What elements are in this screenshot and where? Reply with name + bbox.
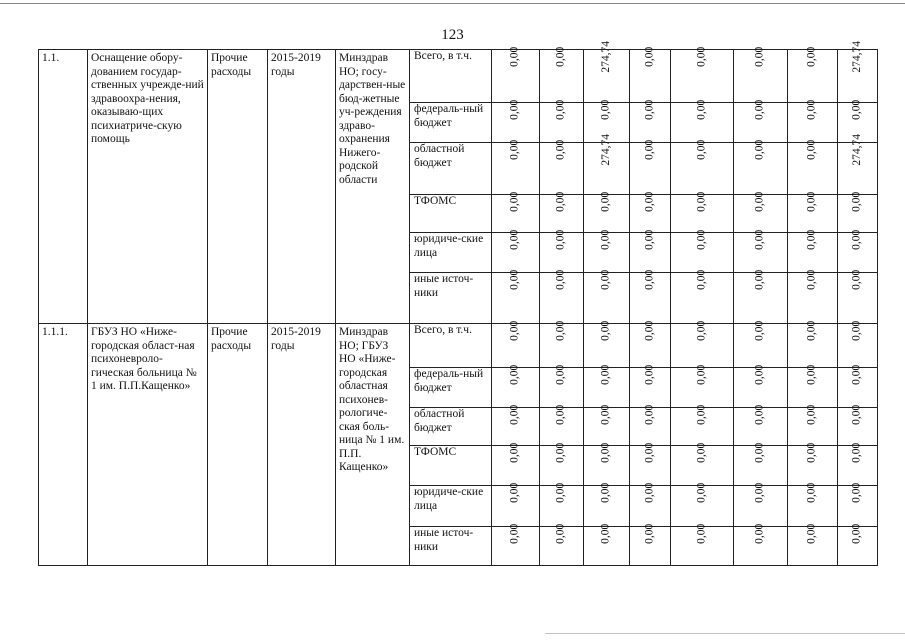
cell-value bbox=[734, 269, 788, 324]
value-text: 0,00 bbox=[599, 442, 612, 463]
cell-value bbox=[788, 320, 838, 368]
value-text: 0,00 bbox=[753, 523, 766, 544]
value-text: 0,00 bbox=[643, 139, 656, 160]
cell-value bbox=[492, 364, 540, 408]
cell-funding-source: ТФОМС bbox=[410, 446, 492, 486]
cell-value bbox=[540, 269, 584, 324]
cell-value bbox=[671, 99, 734, 143]
cell-value bbox=[671, 404, 734, 446]
cell-value bbox=[630, 523, 671, 566]
cell-value bbox=[671, 191, 734, 233]
cell-value bbox=[671, 364, 734, 408]
value-text: 0,00 bbox=[695, 404, 708, 425]
value-text: 0,00 bbox=[508, 364, 521, 385]
cell-value bbox=[584, 320, 630, 368]
value-text: 274,74 bbox=[599, 133, 612, 166]
value-text: 0,00 bbox=[805, 442, 818, 463]
cell-value bbox=[630, 99, 671, 143]
value-text: 0,00 bbox=[599, 269, 612, 290]
value-text: 274,74 bbox=[850, 133, 863, 166]
value-text: 0,00 bbox=[805, 139, 818, 160]
value-text: 0,00 bbox=[554, 99, 567, 120]
value-text: 0,00 bbox=[805, 482, 818, 503]
scan-border-bottom bbox=[545, 633, 905, 634]
value-text: 0,00 bbox=[695, 269, 708, 290]
value-text: 274,74 bbox=[599, 40, 612, 73]
value-text: 0,00 bbox=[805, 99, 818, 120]
value-text: 0,00 bbox=[850, 269, 863, 290]
cell-expense-type: Прочие расходы bbox=[208, 324, 268, 566]
value-text: 0,00 bbox=[599, 364, 612, 385]
cell-expense-type: Прочие расходы bbox=[208, 50, 268, 324]
cell-value bbox=[492, 99, 540, 143]
cell-value bbox=[492, 404, 540, 446]
value-text: 0,00 bbox=[805, 523, 818, 544]
value-text: 0,00 bbox=[805, 191, 818, 212]
cell-value bbox=[492, 482, 540, 527]
cell-value bbox=[838, 133, 878, 195]
cell-value bbox=[838, 229, 878, 273]
value-text: 0,00 bbox=[508, 320, 521, 341]
cell-num: 1.1. bbox=[39, 50, 88, 324]
cell-funding-source: иные источ-ники bbox=[410, 527, 492, 566]
cell-value bbox=[734, 99, 788, 143]
value-text: 0,00 bbox=[850, 191, 863, 212]
value-text: 274,74 bbox=[850, 40, 863, 73]
cell-value bbox=[492, 46, 540, 103]
cell-value bbox=[734, 523, 788, 566]
value-text: 0,00 bbox=[753, 191, 766, 212]
cell-value bbox=[788, 191, 838, 233]
cell-value bbox=[788, 139, 838, 195]
cell-funding-source: областной бюджет bbox=[410, 143, 492, 195]
cell-value bbox=[630, 482, 671, 527]
cell-value bbox=[671, 523, 734, 566]
cell-value bbox=[734, 191, 788, 233]
funding-table bbox=[38, 40, 878, 566]
cell-funding-source: иные источ-ники bbox=[410, 273, 492, 324]
value-text: 0,00 bbox=[554, 46, 567, 67]
cell-value bbox=[540, 364, 584, 408]
cell-value bbox=[671, 482, 734, 527]
cell-value bbox=[838, 364, 878, 408]
value-text: 0,00 bbox=[508, 269, 521, 290]
value-text: 0,00 bbox=[599, 99, 612, 120]
value-text: 0,00 bbox=[805, 229, 818, 250]
table-row bbox=[39, 324, 878, 368]
cell-value bbox=[838, 191, 878, 233]
value-text: 0,00 bbox=[643, 191, 656, 212]
cell-value bbox=[492, 320, 540, 368]
cell-value bbox=[671, 139, 734, 195]
cell-value bbox=[492, 139, 540, 195]
value-text: 0,00 bbox=[753, 364, 766, 385]
value-text: 0,00 bbox=[643, 482, 656, 503]
value-text: 0,00 bbox=[850, 229, 863, 250]
cell-name: Оснащение обору-дованием государ-ственных учрежде-ний здравоохра-нения, оказываю-щих психиатриче-скую помощь bbox=[88, 50, 208, 324]
cell-value bbox=[540, 482, 584, 527]
cell-name: ГБУЗ НО «Ниже-городская област-ная психоневроло-гическая больница № 1 им. П.П.Кащенко» bbox=[88, 324, 208, 566]
value-text: 0,00 bbox=[599, 404, 612, 425]
value-text: 0,00 bbox=[850, 364, 863, 385]
cell-value bbox=[788, 99, 838, 143]
cell-value bbox=[540, 99, 584, 143]
cell-value bbox=[734, 404, 788, 446]
cell-value bbox=[838, 404, 878, 446]
value-text: 0,00 bbox=[508, 404, 521, 425]
value-text: 0,00 bbox=[508, 482, 521, 503]
value-text: 0,00 bbox=[850, 482, 863, 503]
cell-value bbox=[584, 523, 630, 566]
value-text: 0,00 bbox=[643, 229, 656, 250]
cell-num: 1.1.1. bbox=[39, 324, 88, 566]
cell-value bbox=[734, 139, 788, 195]
cell-value bbox=[788, 523, 838, 566]
value-text: 0,00 bbox=[643, 46, 656, 67]
cell-value bbox=[584, 133, 630, 195]
cell-value bbox=[734, 364, 788, 408]
value-text: 0,00 bbox=[850, 442, 863, 463]
cell-value bbox=[788, 482, 838, 527]
value-text: 0,00 bbox=[554, 191, 567, 212]
cell-funding-source: ТФОМС bbox=[410, 195, 492, 233]
value-text: 0,00 bbox=[554, 320, 567, 341]
value-text: 0,00 bbox=[805, 320, 818, 341]
value-text: 0,00 bbox=[508, 229, 521, 250]
cell-value bbox=[492, 442, 540, 486]
cell-value bbox=[540, 46, 584, 103]
page-number: 123 bbox=[441, 27, 464, 43]
cell-funding-source: Всего, в т.ч. bbox=[410, 324, 492, 368]
value-text: 0,00 bbox=[753, 229, 766, 250]
value-text: 0,00 bbox=[695, 139, 708, 160]
cell-value bbox=[838, 523, 878, 566]
cell-value bbox=[734, 482, 788, 527]
scan-border-top bbox=[0, 3, 905, 4]
value-text: 0,00 bbox=[695, 364, 708, 385]
value-text: 0,00 bbox=[643, 320, 656, 341]
cell-value bbox=[734, 442, 788, 486]
value-text: 0,00 bbox=[753, 404, 766, 425]
cell-value bbox=[540, 229, 584, 273]
cell-value bbox=[838, 442, 878, 486]
value-text: 0,00 bbox=[554, 404, 567, 425]
cell-executor: Минздрав НО; госу-дарствен-ные бюд-жетные уч-реждения здраво-охранения Нижего-родской области bbox=[336, 50, 410, 324]
value-text: 0,00 bbox=[508, 99, 521, 120]
cell-funding-source: областной бюджет bbox=[410, 408, 492, 446]
cell-value bbox=[734, 229, 788, 273]
value-text: 0,00 bbox=[695, 229, 708, 250]
value-text: 0,00 bbox=[695, 442, 708, 463]
value-text: 0,00 bbox=[850, 99, 863, 120]
cell-value bbox=[838, 40, 878, 103]
cell-value bbox=[788, 364, 838, 408]
cell-value bbox=[492, 191, 540, 233]
cell-funding-source: Всего, в т.ч. bbox=[410, 50, 492, 103]
value-text: 0,00 bbox=[554, 482, 567, 503]
value-text: 0,00 bbox=[599, 191, 612, 212]
value-text: 0,00 bbox=[554, 269, 567, 290]
cell-value bbox=[788, 229, 838, 273]
value-text: 0,00 bbox=[643, 523, 656, 544]
value-text: 0,00 bbox=[508, 442, 521, 463]
value-text: 0,00 bbox=[753, 320, 766, 341]
cell-value bbox=[788, 404, 838, 446]
table-row bbox=[39, 50, 878, 103]
cell-value bbox=[492, 229, 540, 273]
cell-value bbox=[671, 269, 734, 324]
cell-value bbox=[630, 442, 671, 486]
value-text: 0,00 bbox=[753, 99, 766, 120]
cell-value bbox=[584, 40, 630, 103]
value-text: 0,00 bbox=[643, 269, 656, 290]
cell-value bbox=[838, 269, 878, 324]
value-text: 0,00 bbox=[695, 99, 708, 120]
cell-value bbox=[630, 191, 671, 233]
cell-value bbox=[540, 442, 584, 486]
value-text: 0,00 bbox=[805, 404, 818, 425]
cell-value bbox=[584, 442, 630, 486]
cell-value bbox=[788, 269, 838, 324]
cell-value bbox=[671, 229, 734, 273]
value-text: 0,00 bbox=[643, 442, 656, 463]
value-text: 0,00 bbox=[508, 139, 521, 160]
cell-value bbox=[630, 320, 671, 368]
cell-funding-source: федераль-ный бюджет bbox=[410, 103, 492, 143]
value-text: 0,00 bbox=[850, 523, 863, 544]
value-text: 0,00 bbox=[643, 99, 656, 120]
value-text: 0,00 bbox=[554, 139, 567, 160]
cell-value bbox=[734, 320, 788, 368]
value-text: 0,00 bbox=[554, 364, 567, 385]
cell-value bbox=[584, 482, 630, 527]
value-text: 0,00 bbox=[805, 46, 818, 67]
cell-value bbox=[838, 482, 878, 527]
cell-value bbox=[492, 523, 540, 566]
cell-value bbox=[540, 320, 584, 368]
cell-value bbox=[788, 442, 838, 486]
value-text: 0,00 bbox=[554, 523, 567, 544]
value-text: 0,00 bbox=[599, 320, 612, 341]
cell-value bbox=[540, 191, 584, 233]
value-text: 0,00 bbox=[753, 442, 766, 463]
cell-value bbox=[630, 269, 671, 324]
cell-value bbox=[630, 139, 671, 195]
cell-value bbox=[788, 46, 838, 103]
cell-value bbox=[492, 269, 540, 324]
cell-value bbox=[540, 523, 584, 566]
value-text: 0,00 bbox=[695, 523, 708, 544]
value-text: 0,00 bbox=[554, 442, 567, 463]
value-text: 0,00 bbox=[805, 269, 818, 290]
cell-value bbox=[584, 269, 630, 324]
value-text: 0,00 bbox=[753, 139, 766, 160]
value-text: 0,00 bbox=[695, 482, 708, 503]
value-text: 0,00 bbox=[554, 229, 567, 250]
cell-funding-source: юридиче-ские лица bbox=[410, 486, 492, 527]
cell-value bbox=[630, 46, 671, 103]
cell-value bbox=[584, 191, 630, 233]
value-text: 0,00 bbox=[753, 46, 766, 67]
value-text: 0,00 bbox=[695, 191, 708, 212]
value-text: 0,00 bbox=[599, 482, 612, 503]
cell-value bbox=[671, 46, 734, 103]
value-text: 0,00 bbox=[508, 523, 521, 544]
cell-period: 2015-2019 годы bbox=[268, 50, 336, 324]
cell-value bbox=[630, 364, 671, 408]
cell-funding-source: федераль-ный бюджет bbox=[410, 368, 492, 408]
value-text: 0,00 bbox=[753, 482, 766, 503]
cell-value bbox=[584, 404, 630, 446]
value-text: 0,00 bbox=[805, 364, 818, 385]
cell-value bbox=[540, 404, 584, 446]
value-text: 0,00 bbox=[599, 523, 612, 544]
cell-value bbox=[671, 320, 734, 368]
value-text: 0,00 bbox=[508, 191, 521, 212]
value-text: 0,00 bbox=[643, 364, 656, 385]
value-text: 0,00 bbox=[643, 404, 656, 425]
value-text: 0,00 bbox=[695, 320, 708, 341]
value-text: 0,00 bbox=[753, 269, 766, 290]
cell-value bbox=[540, 139, 584, 195]
cell-executor: Минздрав НО; ГБУЗ НО «Ниже-городская областная психонев-рологиче-ская боль-ница № 1 им. П.П. Кащенко» bbox=[336, 324, 410, 566]
cell-value bbox=[671, 442, 734, 486]
value-text: 0,00 bbox=[850, 404, 863, 425]
cell-value bbox=[734, 46, 788, 103]
value-text: 0,00 bbox=[599, 229, 612, 250]
cell-value bbox=[584, 229, 630, 273]
cell-value bbox=[630, 404, 671, 446]
value-text: 0,00 bbox=[850, 320, 863, 341]
cell-value bbox=[630, 229, 671, 273]
cell-funding-source: юридиче-ские лица bbox=[410, 233, 492, 273]
cell-period: 2015-2019 годы bbox=[268, 324, 336, 566]
cell-value bbox=[584, 364, 630, 408]
value-text: 0,00 bbox=[695, 46, 708, 67]
cell-value bbox=[838, 320, 878, 368]
value-text: 0,00 bbox=[508, 46, 521, 67]
